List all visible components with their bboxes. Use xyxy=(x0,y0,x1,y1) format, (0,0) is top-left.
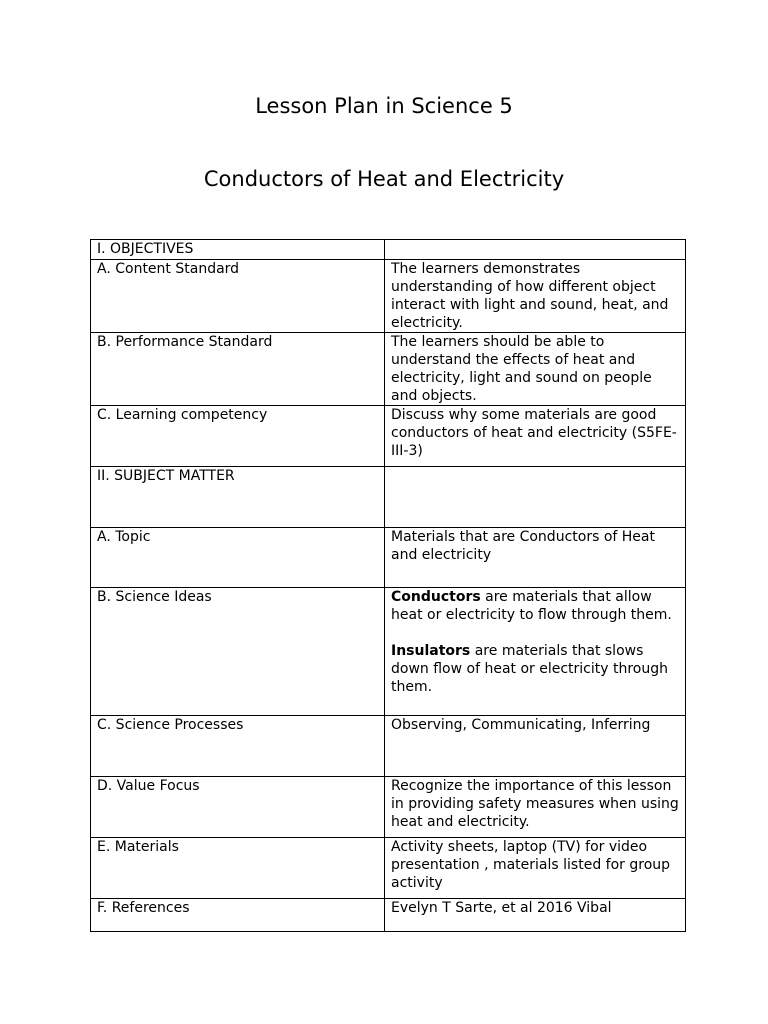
table-row xyxy=(91,777,686,838)
table-row xyxy=(91,406,686,467)
row-value-materials: Activity sheets, laptop (TV) for video presentation , materials listed for group activity xyxy=(385,838,686,899)
row-value-performance-standard: The learners should be able to understand the effects of heat and electricity, light and sound on people and objects. xyxy=(385,333,686,406)
row-label-content-standard: A. Content Standard xyxy=(91,260,385,333)
row-label-subject-matter: II. SUBJECT MATTER xyxy=(91,467,385,528)
row-label-topic: A. Topic xyxy=(91,528,385,588)
row-label-performance-standard: B. Performance Standard xyxy=(91,333,385,406)
row-label-science-ideas: B. Science Ideas xyxy=(91,588,385,716)
row-label-materials: E. Materials xyxy=(91,838,385,899)
row-value-topic: Materials that are Conductors of Heat and electricity xyxy=(385,528,686,588)
insulators-text: are materials that slows down flow of heat or electricity through them. xyxy=(391,643,668,695)
row-label-learning-competency: C. Learning competency xyxy=(91,406,385,467)
table-row xyxy=(91,588,686,716)
table-row xyxy=(91,467,686,528)
table-row xyxy=(91,838,686,899)
table-row xyxy=(91,240,686,260)
row-value-learning-competency: Discuss why some materials are good conductors of heat and electricity (S5FE-III-3) xyxy=(385,406,686,467)
row-value-content-standard: The learners demonstrates understanding of how different object interact with light and sound, heat, and electricity. xyxy=(385,260,686,333)
row-label-science-processes: C. Science Processes xyxy=(91,716,385,777)
row-value-science-processes: Observing, Communicating, Inferring xyxy=(385,716,686,777)
table-row xyxy=(91,716,686,777)
document-title: Lesson Plan in Science 5 xyxy=(255,94,513,118)
paragraph-gap xyxy=(391,624,679,642)
insulators-definition xyxy=(391,642,679,696)
row-label-value-focus: D. Value Focus xyxy=(91,777,385,838)
row-value-subject-matter xyxy=(385,467,686,528)
insulators-term: Insulators xyxy=(391,643,471,659)
table-row xyxy=(91,899,686,932)
row-value-science-ideas xyxy=(385,588,686,716)
conductors-term: Conductors xyxy=(391,589,481,605)
row-label-references: F. References xyxy=(91,899,385,932)
row-value-value-focus: Recognize the importance of this lesson in providing safety measures when using heat and electricity. xyxy=(385,777,686,838)
conductors-definition xyxy=(391,588,679,624)
lesson-plan-table xyxy=(90,239,686,932)
conductors-text: are materials that allow heat or electricity to flow through them. xyxy=(391,589,672,623)
table-row xyxy=(91,333,686,406)
row-value-references: Evelyn T Sarte, et al 2016 Vibal xyxy=(385,899,686,932)
row-label-objectives: I. OBJECTIVES xyxy=(91,240,385,260)
table-row xyxy=(91,260,686,333)
document-subtitle: Conductors of Heat and Electricity xyxy=(203,167,565,191)
row-value-objectives xyxy=(385,240,686,260)
table-row xyxy=(91,528,686,588)
